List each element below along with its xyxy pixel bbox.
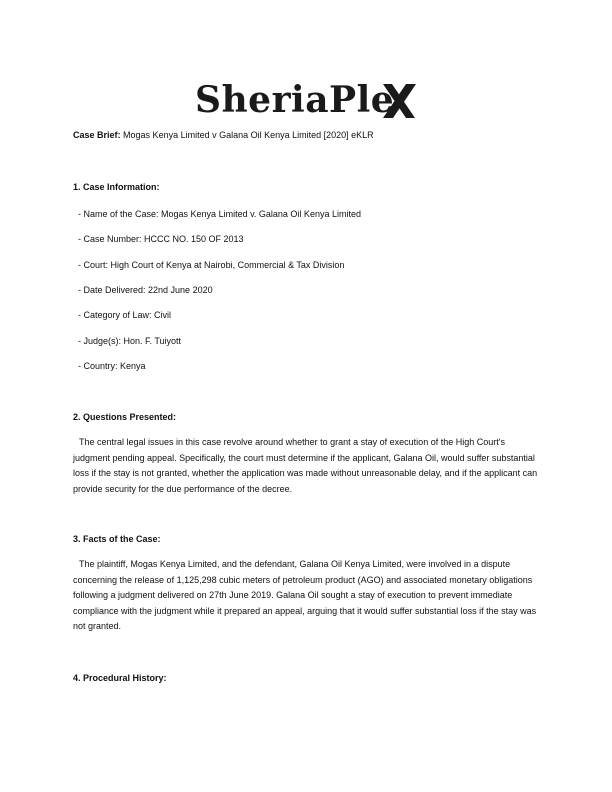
info-item-date: - Date Delivered: 22nd June 2020 [78, 285, 213, 295]
info-item-judges: - Judge(s): Hon. F. Tuiyott [78, 336, 182, 346]
info-item-court: - Court: High Court of Kenya at Nairobi, Commercial & Tax Division [78, 260, 345, 270]
logo-x-mark [381, 82, 417, 120]
info-item-case-number: - Case Number: HCCC NO. 150 OF 2013 [78, 234, 244, 244]
logo-wordmark: SheriaPle [195, 79, 395, 121]
section-heading-questions: 2. Questions Presented: [73, 412, 177, 422]
case-brief-label: Case Brief: [73, 130, 121, 140]
section-heading-case-information: 1. Case Information: [73, 182, 160, 192]
sheriaplex-logo [195, 80, 425, 124]
info-item-name: - Name of the Case: Mogas Kenya Limited v. Galana Oil Kenya Limited [78, 209, 361, 219]
section-heading-procedural-history: 4. Procedural History: [73, 673, 167, 683]
case-brief-line [73, 129, 374, 141]
info-item-country: - Country: Kenya [78, 361, 146, 371]
section-heading-facts: 3. Facts of the Case: [73, 534, 161, 544]
questions-paragraph: The central legal issues in this case revolve around whether to grant a stay of execution of the High Court's judgment pending appeal. Specifically, the court must determine if the applicant, Galana Oil, would suffer substantial loss if the stay is not granted, whether the application was made without unreasonable delay, and if the applicant can provide security for the due performance of the decree. [73, 437, 538, 494]
case-brief-title: Mogas Kenya Limited v Galana Oil Kenya Limited [2020] eKLR [123, 130, 374, 140]
facts-paragraph: The plaintiff, Mogas Kenya Limited, and the defendant, Galana Oil Kenya Limited, were involved in a dispute concerning the release of 1,125,298 cubic meters of petroleum product (AGO) and associated monetary obligations following a judgment delivered on 27th June 2019. Galana Oil sought a stay of execution to prevent immediate compliance with the judgment while it prepared an appeal, arguing that it would suffer substantial loss if the stay was not granted. [73, 559, 537, 631]
info-item-category: - Category of Law: Civil [78, 310, 172, 320]
